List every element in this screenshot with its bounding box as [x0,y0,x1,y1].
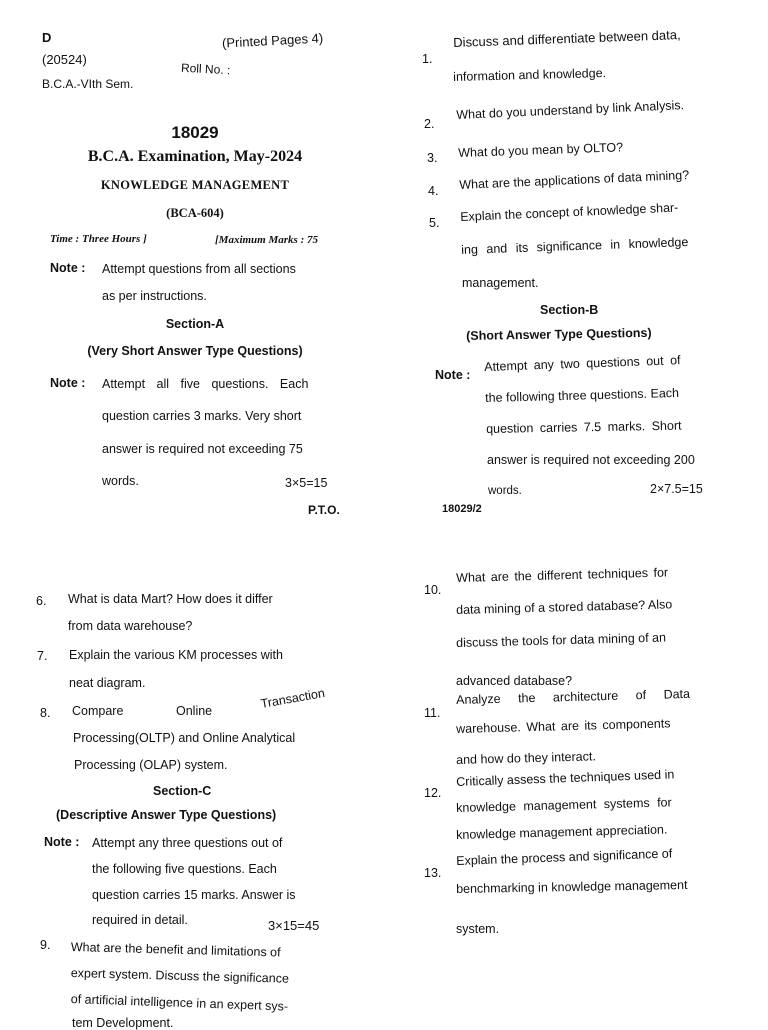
question-number: 8. [40,706,51,720]
section-c-note-label: Note : [44,835,80,849]
question-10-line: discuss the tools for data mining of an [456,630,667,650]
printed-pages: (Printed Pages 4) [221,30,324,51]
paper-code: (20524) [42,52,87,67]
exam-time: Time : Three Hours ] [50,233,147,245]
question-13-line: system. [456,922,500,936]
section-c-subheading: (Descriptive Answer Type Questions) [56,808,277,822]
question-number: 10. [424,583,442,597]
question-12-line: knowledge management systems for [456,795,672,815]
general-note-label: Note : [50,261,86,275]
question-12-line: knowledge management appreciation. [456,822,668,842]
question-10-line: data mining of a stored database? Also [456,597,673,617]
question-number: 6. [36,594,47,608]
section-b-note-line: words. [488,485,522,497]
page-footer-code: 18029/2 [442,503,482,515]
question-11-line: and how do they interact. [456,749,597,767]
question-9-line: What are the benefit and limitations of [70,940,281,960]
general-note-line: as per instructions. [102,289,207,303]
question-9-line: of artificial intelligence in an expert sys- [70,992,289,1014]
section-a-heading: Section-A [165,317,225,331]
section-b-note-line: Attempt any two questions out of [484,353,681,374]
paper-set-code: D [42,30,52,45]
question-5-line: ing and its significance in knowledge [461,235,689,257]
section-a-note-line: answer is required not exceeding 75 [102,442,303,456]
general-note-line: Attempt questions from all sections [102,262,296,276]
question-7-line: neat diagram. [69,676,146,690]
question-11-line: Analyze the architecture of Data [456,686,691,707]
section-c-heading: Section-C [153,784,212,798]
section-a-note-line: Attempt all five questions. Each [102,377,309,391]
subject-name: KNOWLEDGE MANAGEMENT [100,178,290,192]
question-8-word: Compare [72,704,124,718]
section-c-note-line: required in detail. [92,913,188,927]
question-7-line: Explain the various KM processes with [69,648,283,662]
section-b-marks: 2×7.5=15 [650,482,703,496]
question-2-line: What do you understand by link Analysis. [456,98,685,122]
question-5-line: management. [462,276,539,290]
question-number: 2. [424,117,435,131]
question-9-line: tem Development. [72,1016,174,1030]
section-a-note-label: Note : [50,376,86,390]
question-8-word: Online [176,704,213,718]
section-b-subheading: (Short Answer Type Questions) [466,325,652,343]
question-6-line [68,592,273,606]
question-5-line: Explain the concept of knowledge shar- [460,200,679,224]
question-8-word: Transaction [259,685,326,711]
question-9-line: expert system. Discuss the significance [70,966,290,986]
question-number: 11. [424,706,441,720]
question-8-line: Processing(OLTP) and Online Analytical [73,731,296,745]
question-13-line: benchmarking in knowledge management [456,877,688,896]
section-a-note-line: words. [102,474,139,488]
question-number: 3. [427,151,438,165]
max-marks: [Maximum Marks : 75 [215,234,318,246]
question-number: 9. [40,938,51,952]
question-6-text: What is data Mart? How does it differ [68,592,273,606]
question-number: 13. [424,866,442,880]
section-b-heading: Section-B [540,303,599,317]
section-a-marks: 3×5=15 [285,476,328,490]
question-number: 12. [424,786,442,800]
question-12-line: Critically assess the techniques used in [456,767,675,789]
question-number: 4. [428,184,439,198]
question-13-line: Explain the process and significance of [456,846,673,868]
section-b-note-line: answer is required not exceeding 200 [487,453,695,467]
question-1-line: information and knowledge. [453,65,607,84]
section-a-subheading: (Very Short Answer Type Questions) [87,344,303,358]
section-b-note-line: question carries 7.5 marks. Short [486,418,682,436]
question-10-line: What are the different techniques for [456,565,669,585]
section-a-note-line: question carries 3 marks. Very short [102,409,302,423]
section-c-note-line: question carries 15 marks. Answer is [92,888,296,902]
section-c-note-line: the following five questions. Each [92,862,277,876]
exam-title: B.C.A. Examination, May-2024 [87,148,303,165]
exam-number: 18029 [171,123,219,142]
question-number: 5. [429,216,440,230]
question-4-line: What are the applications of data mining? [459,167,690,192]
question-8-line: Processing (OLAP) system. [74,758,228,772]
roll-no-label: Roll No. : [180,60,231,78]
question-3-line: What do you mean by OLTO? [458,140,624,160]
section-b-note-label: Note : [435,368,471,382]
question-1-line: Discuss and differentiate between data, [453,27,681,50]
subject-code: (BCA-604) [166,206,224,220]
question-number: 1. [422,52,433,66]
question-10-line: advanced database? [456,674,573,688]
question-number: 7. [37,649,48,663]
semester: B.C.A.-VIth Sem. [42,77,134,91]
question-11-line: warehouse. What are its components [456,716,671,736]
section-b-note-line: the following three questions. Each [485,385,680,405]
question-6-line: from data warehouse? [68,619,193,633]
please-turn-over: P.T.O. [308,503,340,517]
section-c-marks: 3×15=45 [268,918,320,933]
section-c-note-line: Attempt any three questions out of [92,836,283,850]
